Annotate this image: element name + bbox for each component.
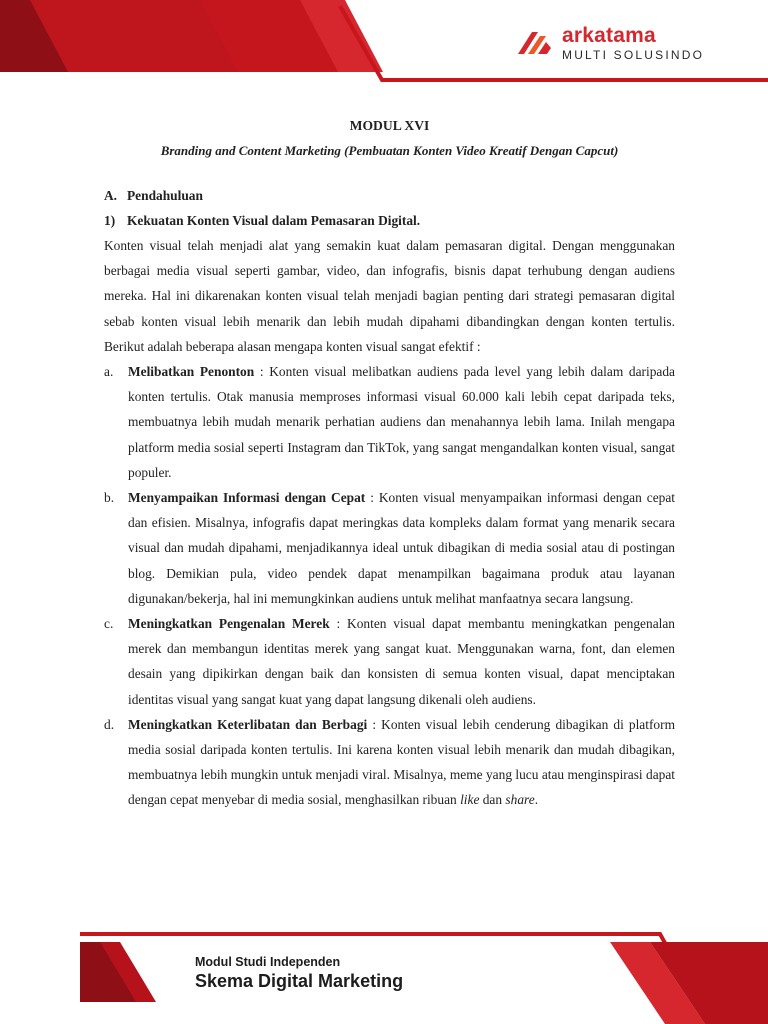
footer-caption (195, 955, 403, 992)
list-item (104, 359, 675, 485)
arkatama-logo-icon (514, 24, 554, 64)
logo-subtitle: MULTI SOLUSINDO (562, 48, 705, 62)
share-word: share (505, 792, 535, 808)
list-marker: d. (104, 716, 115, 732)
module-subtitle: Branding and Content Marketing (Pembuatan Konten Video Kreatif Dengan Capcut) (160, 143, 619, 158)
section-heading (104, 183, 675, 208)
list-marker: b. (104, 490, 115, 506)
list-item-text (128, 485, 675, 611)
subsection-heading (104, 208, 675, 233)
subsection-marker: 1) (104, 213, 116, 228)
document-body (104, 112, 675, 813)
list-marker: a. (104, 364, 114, 380)
logo-name: arkatama (562, 24, 656, 47)
list-term: Meningkatkan Keterlibatan dan Berbagi (128, 716, 368, 732)
list-description: : Konten visual melibatkan audiens pada level yang lebih dalam daripada konten tertulis. Otak manusia memproses informasi visual 60.000 kali lebih cepat daripada teks, membuatnya lebih mudah menarik perhatian audiens dan menahannya lebih lama. Inilah mengapa platform media sosial seperti Instagram dan TikTok, yang sangat mengandalkan konten visual, sangat populer. (128, 364, 675, 480)
list-item-text (128, 359, 675, 485)
like-word: like (460, 792, 480, 808)
list-term: Melibatkan Penonton (128, 364, 255, 380)
list-description: : Konten visual lebih cenderung dibagikan di platform media sosial daripada konten tertulis. Ini karena konten visual lebih menarik dan mudah dibagikan, membuatnya lebih mungkin untuk menjadi viral. Misalnya, meme yang lucu atau menginspirasi dapat dengan cepat menyebar di media sosial, menghasilkan ribuan (128, 716, 675, 808)
subsection-title: Kekuatan Konten Visual dalam Pemasaran Digital. (127, 213, 421, 228)
section-title: Pendahuluan (127, 188, 203, 203)
list-item-text (128, 611, 675, 712)
intro-paragraph: Konten visual telah menjadi alat yang semakin kuat dalam pemasaran digital. Dengan menggunakan berbagai media visual seperti gambar, video, dan infografis, bisnis dapat terhubung dengan audiens mereka. Hal ini dikarenakan konten visual telah menjadi bagian penting dari strategi pemasaran digital sebab konten visual lebih menarik dan lebih mudah dipahami dibandingkan dengan konten tertulis. Berikut adalah beberapa alasan mengapa konten visual sangat efektif : (104, 238, 675, 354)
section-marker: A. (104, 188, 118, 203)
list-item (104, 611, 675, 712)
footer-program-name: Modul Studi Independen (195, 955, 341, 969)
list-item (104, 485, 675, 611)
and-word: dan (479, 792, 506, 808)
list-item-text (128, 712, 675, 813)
list-marker: c. (104, 616, 114, 632)
list-term: Meningkatkan Pengenalan Merek (128, 616, 330, 632)
module-title: MODUL XVI (349, 118, 430, 133)
list-description: : Konten visual menyampaikan informasi dengan cepat dan efisien. Misalnya, infografis dapat meringkas data kompleks dalam format yang menarik secara visual dan mudah dipahami, menjadikannya ideal untuk dibagikan di media sosial atau di postingan blog. Demikian pula, video pendek dapat menampilkan bagaimana produk atau layanan digunakan/bekerja, hal ini memungkinkan audiens untuk melihat manfaatnya secara langsung. (128, 490, 676, 606)
company-logo (514, 22, 704, 66)
list-description: : Konten visual dapat membantu meningkatkan pengenalan merek dan membangun identitas merek yang sangat kuat. Menggunakan warna, font, dan elemen desain yang dipikirkan dengan baik dan konsisten di semua konten visual, dapat menciptakan identitas visual yang sangat kuat yang dapat langsung dikenali oleh audiens. (128, 616, 675, 707)
list-term: Menyampaikan Informasi dengan Cepat (128, 490, 366, 506)
footer-scheme-name: Skema Digital Marketing (195, 971, 404, 991)
list-item (104, 712, 675, 813)
sentence-end: . (534, 792, 539, 808)
